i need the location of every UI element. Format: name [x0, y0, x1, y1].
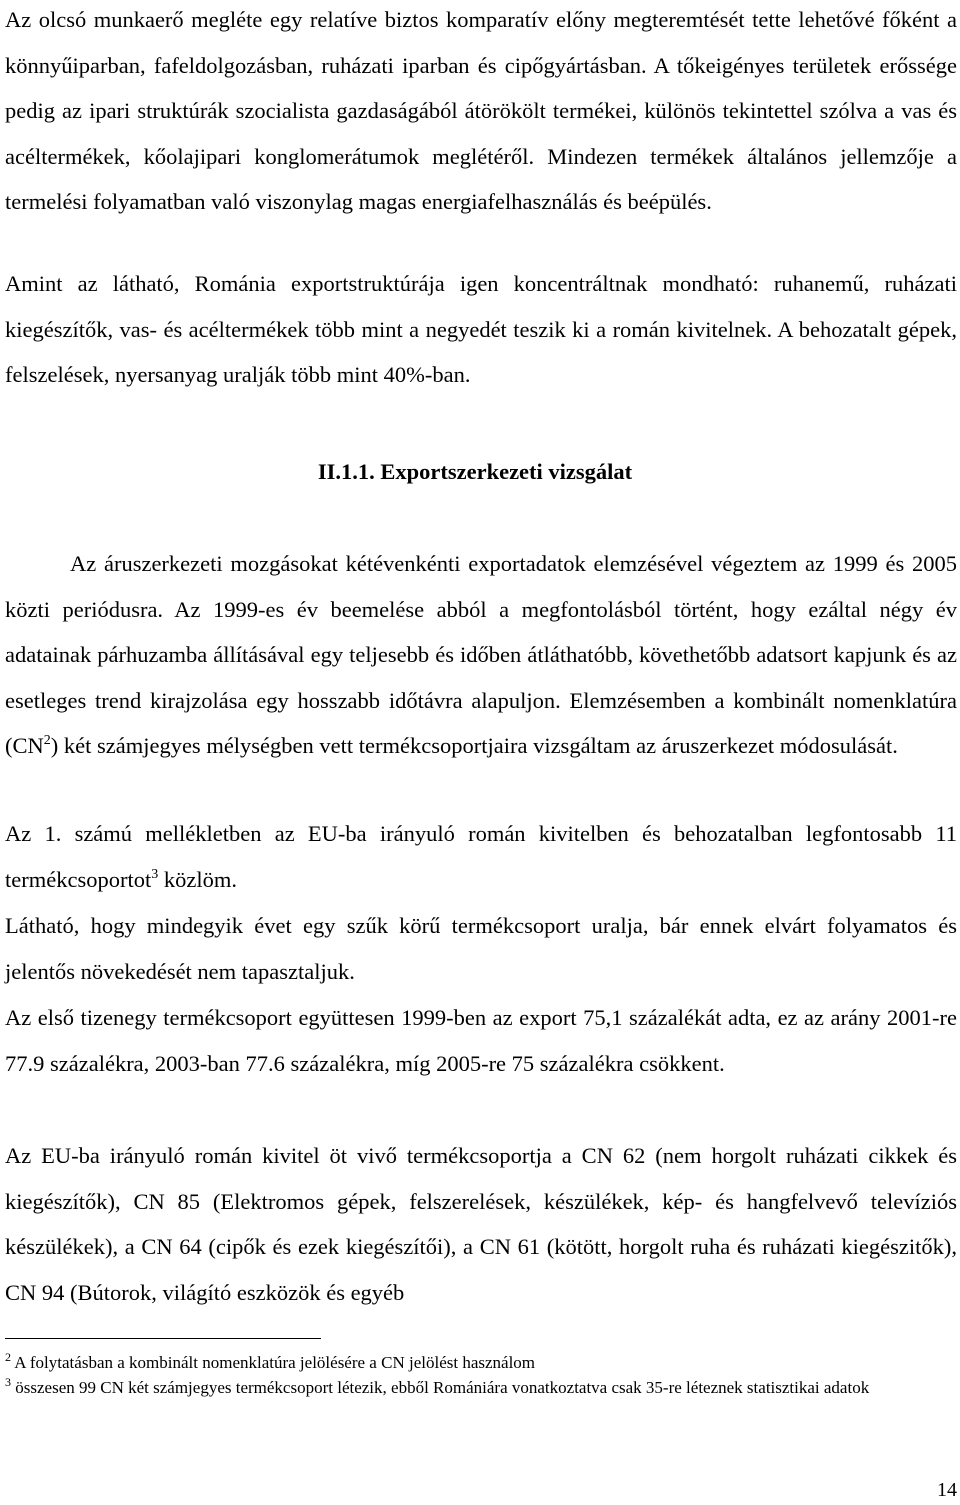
paragraph-text: Az első tizenegy termékcsoport együttesen 1999-ben az export 75,1 százalékát adta, ez az arány 2001-re 77.9 százalékra, 2003-ban 77.6 százalékra, míg 2005-re 75 százalékra csökkent.: [5, 1005, 957, 1076]
paragraph-text: Az olcsó munkaerő megléte egy relatíve biztos komparatív előny megteremtését tette lehetővé főként a könnyűiparban, fafeldolgozásban, ruházati iparban és cipőgyártásban. A tőkeigényes területek erőssége pedig az ipari struktúrák szocialista gazdaságából átörökölt termékei, különös tekintettel szólva a vas és acéltermékek, kőolajipari konglomerátumok meglétéről. Mindezen termékek általános jellemzője a termelési folyamatban való viszonylag magas energiafelhasználás és beépülés.: [5, 7, 957, 215]
footnote-marker: 2: [5, 1350, 11, 1364]
footnote-ref-3[interactable]: 3: [151, 866, 159, 882]
section-heading: [5, 452, 957, 492]
footnote-2: [5, 1350, 957, 1375]
paragraph-leading-groups: [5, 1133, 957, 1315]
paragraph-text: Látható, hogy mindegyik évet egy szűk körű termékcsoport uralja, bár ennek elvárt folyamatos és jelentős növekedését nem tapasztaljuk.: [5, 913, 957, 984]
section-heading-text: II.1.1. Exportszerkezeti vizsgálat: [317, 459, 633, 484]
paragraph-export-structure: [5, 261, 957, 398]
footnote-marker: 3: [5, 1375, 11, 1389]
footnote-ref-2[interactable]: 2: [43, 733, 51, 749]
paragraph-share-figures: [5, 995, 957, 1086]
paragraph-dominance: [5, 903, 957, 994]
paragraph-text: Az áruszerkezeti mozgásokat kétévenkénti exportadatok elemzésével végeztem az 1999 és 2005 közti periódusra. Az 1999-es év beemelése abból a megfontolásból történt, hogy ezáltal négy év adatainak párhuzamba állításával egy teljesebb és időben átláthatóbb, követhetőbb adatsort kapjunk és az esetleges trend kirajzolása egy hosszabb időtávra alapuljon. Elemzésemben a kombinált nomenklatúra (CN: [5, 551, 957, 759]
paragraph-text: Az 1. számú mellékletben az EU-ba irányuló román kivitelben és behozatalban legfontosabb 11 termékcsoportot: [5, 821, 957, 892]
footnote-text: összesen 99 CN két számjegyes termékcsoport létezik, ebből Romániára vonatkoztatva csak 35-re léteznek statisztikai adatok: [11, 1378, 870, 1397]
footnote-text: A folytatásban a kombinált nomenklatúra jelölésére a CN jelölést használom: [11, 1353, 536, 1372]
paragraph-text: közlöm.: [158, 866, 237, 892]
paragraph-text: Amint az látható, Románia exportstruktúrája igen koncentráltnak mondható: ruhanemű, ruházati kiegészítők, vas- és acéltermékek több mint a negyedét teszik ki a román kivitelnek. A behozatalt gépek, felszelések, nyersanyag uralják több mint 40%-ban.: [5, 271, 957, 388]
page-number: 14: [937, 1479, 957, 1501]
footnotes: [5, 1350, 957, 1400]
paragraph-annex-reference: [5, 811, 957, 902]
paragraph-methodology: [5, 541, 957, 769]
footnote-separator: [5, 1338, 321, 1339]
footnote-3: [5, 1375, 957, 1400]
paragraph-text: ) két számjegyes mélységben vett termékcsoportjaira vizsgáltam az áruszerkezet módosulását.: [50, 733, 898, 759]
paragraph-comparative-advantage: [5, 0, 957, 225]
paragraph-text: Az EU-ba irányuló román kivitel öt vivő termékcsoportja a CN 62 (nem horgolt ruházati cikkek és kiegészítők), CN 85 (Elektromos gépek, felszerelések, készülékek, kép- és hangfelvevő televíziós készülékek), a CN 64 (cipők és ezek kiegészítői), a CN 61 (kötött, horgolt ruha és ruházati kiegészitők), CN 94 (Bútorok, világító eszközök és egyéb: [5, 1143, 957, 1305]
